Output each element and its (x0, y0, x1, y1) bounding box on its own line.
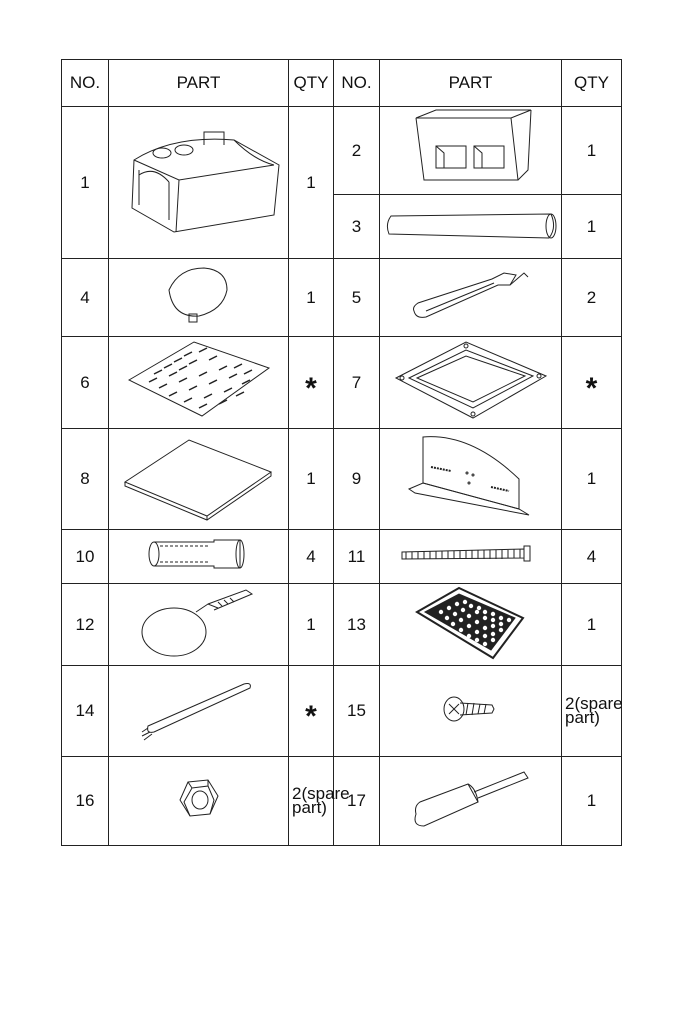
screw-icon (436, 689, 506, 729)
table-row (62, 107, 622, 195)
part-number: 17 (334, 757, 380, 846)
header-no: NO. (334, 60, 380, 107)
qty-asterisk: * (585, 371, 598, 405)
part-qty: 1 (289, 429, 334, 530)
part-image (380, 195, 562, 259)
part-qty: 2 (562, 259, 622, 337)
part-image (109, 666, 289, 757)
heat-shield-icon (401, 431, 541, 523)
perforated-plate-icon (124, 340, 274, 420)
parts-table (61, 59, 622, 846)
part-image (380, 107, 562, 195)
part-number: 13 (334, 584, 380, 666)
part-image (109, 107, 289, 259)
handle-icon (406, 265, 536, 325)
part-qty: 1 (562, 195, 622, 259)
part-image (380, 584, 562, 666)
part-number: 7 (334, 337, 380, 429)
header-part: PART (380, 60, 562, 107)
part-qty: 1 (562, 429, 622, 530)
part-number: 12 (62, 584, 109, 666)
tray-icon (391, 338, 551, 422)
part-image (109, 530, 289, 584)
part-image (380, 666, 562, 757)
qty-asterisk: * (305, 700, 317, 733)
part-qty (289, 337, 334, 429)
part-number: 5 (334, 259, 380, 337)
part-number: 4 (62, 259, 109, 337)
part-qty (289, 666, 334, 757)
part-qty: 1 (562, 584, 622, 666)
part-number: 11 (334, 530, 380, 584)
header-part: PART (109, 60, 289, 107)
table-row (62, 429, 622, 530)
part-image (380, 259, 562, 337)
part-image (109, 757, 289, 846)
part-number: 2 (334, 107, 380, 195)
part-qty: 2(spare part) (562, 666, 622, 757)
table-row (62, 666, 622, 757)
table-row (62, 337, 622, 429)
chimney-tube-icon (381, 204, 561, 244)
part-number: 14 (62, 666, 109, 757)
pizza-stone-icon (119, 432, 279, 522)
cover-plate-icon (159, 260, 239, 330)
part-qty: 1 (289, 259, 334, 337)
part-number: 1 (62, 107, 109, 259)
header-row (62, 60, 622, 107)
part-qty: 1 (289, 107, 334, 259)
part-qty: 1 (562, 107, 622, 195)
header-qty: QTY (562, 60, 622, 107)
part-image (380, 337, 562, 429)
part-number: 15 (334, 666, 380, 757)
part-image (109, 429, 289, 530)
part-number: 10 (62, 530, 109, 584)
table-row (62, 259, 622, 337)
pizza-oven-body-icon (114, 120, 284, 240)
table-row (62, 530, 622, 584)
part-number: 6 (62, 337, 109, 429)
part-number: 9 (334, 429, 380, 530)
pellet-scoop-icon (406, 764, 536, 834)
part-qty: 1 (289, 584, 334, 666)
header-qty: QTY (289, 60, 334, 107)
part-image (109, 259, 289, 337)
part-image (380, 530, 562, 584)
table-row (62, 757, 622, 846)
part-qty (562, 337, 622, 429)
burner-box-icon (406, 108, 536, 188)
part-image (109, 337, 289, 429)
part-qty: 4 (289, 530, 334, 584)
part-image (380, 757, 562, 846)
hex-nut-icon (174, 774, 224, 824)
part-image (380, 429, 562, 530)
qty-asterisk: * (305, 371, 317, 405)
part-qty: 4 (562, 530, 622, 584)
header-no: NO. (62, 60, 109, 107)
part-qty: 2(spare part) (289, 757, 334, 846)
table-row (62, 584, 622, 666)
leg-cylinder-icon (144, 534, 254, 574)
mesh-basket-icon (411, 584, 531, 660)
part-number: 8 (62, 429, 109, 530)
part-qty: 1 (562, 757, 622, 846)
threaded-rod-icon (396, 539, 546, 569)
pizza-peel-icon (134, 584, 264, 660)
flat-bar-icon (134, 674, 264, 744)
part-number: 16 (62, 757, 109, 846)
part-number: 3 (334, 195, 380, 259)
part-image (109, 584, 289, 666)
